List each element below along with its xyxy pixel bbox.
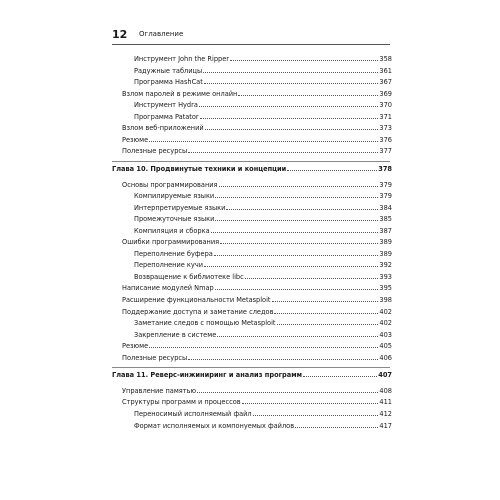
toc-entry[interactable] — [134, 409, 392, 420]
toc-entry-title: Заметание следов с помощью Metasploit — [134, 319, 276, 328]
toc-entry-page: 398 — [379, 296, 392, 304]
toc-entry[interactable] — [122, 237, 392, 248]
toc-entry-page: 408 — [379, 386, 392, 395]
dot-leader — [204, 266, 378, 267]
toc-chapter[interactable] — [112, 370, 392, 381]
toc-entry-page: 405 — [379, 342, 392, 351]
toc-entry[interactable] — [134, 249, 392, 260]
dot-leader — [215, 289, 379, 290]
toc-entry-page: 403 — [379, 330, 392, 339]
toc-chapter[interactable] — [112, 164, 392, 175]
toc-entry-title: Взлом веб-приложений — [122, 124, 204, 133]
toc-entry-title: Управление памятью — [122, 386, 197, 395]
toc-entry-page: 412 — [379, 409, 392, 418]
toc-entry-title: Инструмент John the Ripper — [134, 55, 229, 63]
dot-leader — [188, 359, 378, 360]
dot-leader — [205, 129, 379, 130]
toc-entry-page: 387 — [379, 226, 392, 235]
toc-entry-page: 369 — [379, 89, 392, 98]
dot-leader — [226, 209, 378, 210]
dot-leader — [214, 255, 379, 256]
toc-entry[interactable] — [134, 100, 392, 111]
header-divider — [112, 44, 390, 45]
toc-entry-page: 373 — [379, 124, 392, 133]
toc-entry-page: 411 — [379, 398, 392, 407]
toc-entry[interactable] — [122, 341, 392, 352]
dot-leader — [238, 95, 378, 96]
dot-leader — [303, 376, 377, 377]
dot-leader — [199, 106, 379, 107]
toc-entry[interactable] — [122, 123, 392, 134]
toc-entry-page: 376 — [379, 135, 392, 144]
toc-entry-page: 417 — [379, 421, 392, 430]
toc-entry-title: Ошибки программирования — [122, 238, 220, 247]
toc-entry-page: 371 — [379, 112, 392, 121]
toc-entry-title: Резюме — [122, 135, 149, 144]
toc-entry[interactable] — [134, 421, 392, 432]
dot-leader — [149, 347, 378, 348]
toc-entry[interactable] — [122, 386, 392, 397]
dot-leader — [149, 141, 378, 142]
toc-entry-title: Переполнение кучи — [134, 261, 203, 270]
toc-entry-title: Глава 11. Реверс-инжиниринг и анализ программ — [112, 371, 303, 380]
toc-entry-title: Резюме — [122, 342, 149, 351]
toc-entry-title: Интерпретируемые языки — [134, 203, 226, 212]
dot-leader — [220, 243, 378, 244]
page-number: 12 — [112, 28, 128, 41]
dot-leader — [274, 313, 378, 314]
toc-entry-page: 370 — [379, 101, 392, 110]
dot-leader — [295, 427, 378, 428]
toc-entry[interactable] — [134, 203, 392, 214]
toc-entry-page: 402 — [379, 319, 392, 328]
dot-leader — [230, 60, 378, 61]
dot-leader — [204, 83, 379, 84]
toc-entry-title: Структуры программ и процессов — [122, 398, 241, 407]
toc-entry-page: 379 — [379, 180, 392, 189]
toc-entry[interactable] — [134, 272, 392, 283]
toc-entry[interactable] — [134, 112, 392, 123]
toc-entry[interactable] — [134, 318, 392, 329]
toc-entry-title: Инструмент Hydra — [134, 101, 198, 110]
toc-entry[interactable] — [122, 295, 392, 306]
toc-entry-page: 377 — [379, 147, 392, 156]
dot-leader — [211, 232, 379, 233]
toc-entry[interactable] — [122, 180, 392, 191]
toc-entry[interactable] — [122, 353, 392, 364]
toc-entry-title: Полезные ресурсы — [122, 353, 188, 362]
toc-entry[interactable] — [134, 226, 392, 237]
toc-entry-title: Взлом паролей в режиме онлайн — [122, 89, 238, 98]
toc-entry-title: Радужные таблицы — [134, 66, 203, 75]
toc-entry[interactable] — [122, 397, 392, 408]
toc-entry-page: 402 — [379, 307, 392, 316]
toc-entry[interactable] — [122, 283, 392, 294]
dot-leader — [203, 72, 378, 73]
dot-leader — [197, 392, 378, 393]
dot-leader — [215, 197, 378, 198]
toc-entry-page: 392 — [379, 261, 392, 270]
toc-entry-title: Компиляция и сборка — [134, 226, 210, 235]
toc-entry-title: Компилируемые языки — [134, 192, 215, 201]
toc-entry-title: Программа Patator — [134, 112, 199, 121]
toc-entry-page: 358 — [379, 55, 392, 63]
chapter-divider — [112, 161, 390, 162]
toc-entry-title: Переносимый исполняемый файл — [134, 409, 252, 418]
dot-leader — [245, 278, 379, 279]
dot-leader — [219, 186, 379, 187]
chapter-divider — [112, 367, 390, 368]
dot-leader — [200, 118, 379, 119]
toc-entry-page: 379 — [379, 192, 392, 201]
toc-entry[interactable] — [122, 307, 392, 318]
toc-entry[interactable] — [134, 54, 392, 65]
toc-entry[interactable] — [122, 89, 392, 100]
dot-leader — [242, 403, 379, 404]
toc-entry-page: 395 — [379, 284, 392, 293]
toc-entry-page: 407 — [378, 371, 392, 380]
toc-entry-title: Переполнение буфера — [134, 249, 213, 258]
toc-entry-page: 393 — [379, 272, 392, 281]
page-header — [112, 28, 392, 44]
dot-leader — [272, 301, 379, 302]
dot-leader — [287, 170, 377, 171]
toc-entry[interactable] — [122, 135, 392, 146]
toc-entry-title: Написание модулей Nmap — [122, 284, 214, 293]
toc-entry-title: Поддержание доступа и заметание следов — [122, 307, 274, 316]
toc-entry-page: 406 — [379, 353, 392, 362]
dot-leader — [253, 415, 379, 416]
toc-entry-title: Глава 10. Продвинутые техники и концепции — [112, 164, 287, 173]
toc-entry[interactable] — [122, 146, 392, 157]
toc-entry-page: 385 — [379, 215, 392, 224]
toc-entry-title: Закрепление в системе — [134, 330, 217, 339]
toc-entry-title: Промежуточные языки — [134, 215, 215, 224]
toc-entry-title: Полезные ресурсы — [122, 147, 188, 156]
dot-leader — [277, 324, 379, 325]
dot-leader — [188, 152, 378, 153]
toc-entry[interactable] — [134, 214, 392, 225]
toc-entry[interactable] — [134, 77, 392, 88]
toc-entry-page: 389 — [379, 249, 392, 258]
toc-entry[interactable] — [134, 330, 392, 341]
toc-entry-title: Основы программирования — [122, 180, 218, 189]
toc-entry-page: 361 — [379, 66, 392, 75]
toc-entry[interactable] — [134, 66, 392, 77]
toc-entry-page: 378 — [378, 164, 392, 173]
dot-leader — [215, 220, 378, 221]
toc-entry-title: Расширение функциональности Metasploit — [122, 296, 271, 304]
dot-leader — [217, 336, 378, 337]
toc-entry[interactable] — [134, 260, 392, 271]
running-header-title: Оглавление — [139, 30, 184, 38]
toc-entry-page: 389 — [379, 238, 392, 247]
toc-entry-title: Возвращение к библиотеке libc — [134, 272, 244, 281]
toc-entry[interactable] — [134, 191, 392, 202]
toc-entry-page: 384 — [379, 203, 392, 212]
toc-entry-title: Программа HashCat — [134, 78, 203, 87]
toc-entry-page: 367 — [379, 78, 392, 87]
toc-entry-title: Формат исполняемых и компонуемых файлов — [134, 421, 295, 430]
